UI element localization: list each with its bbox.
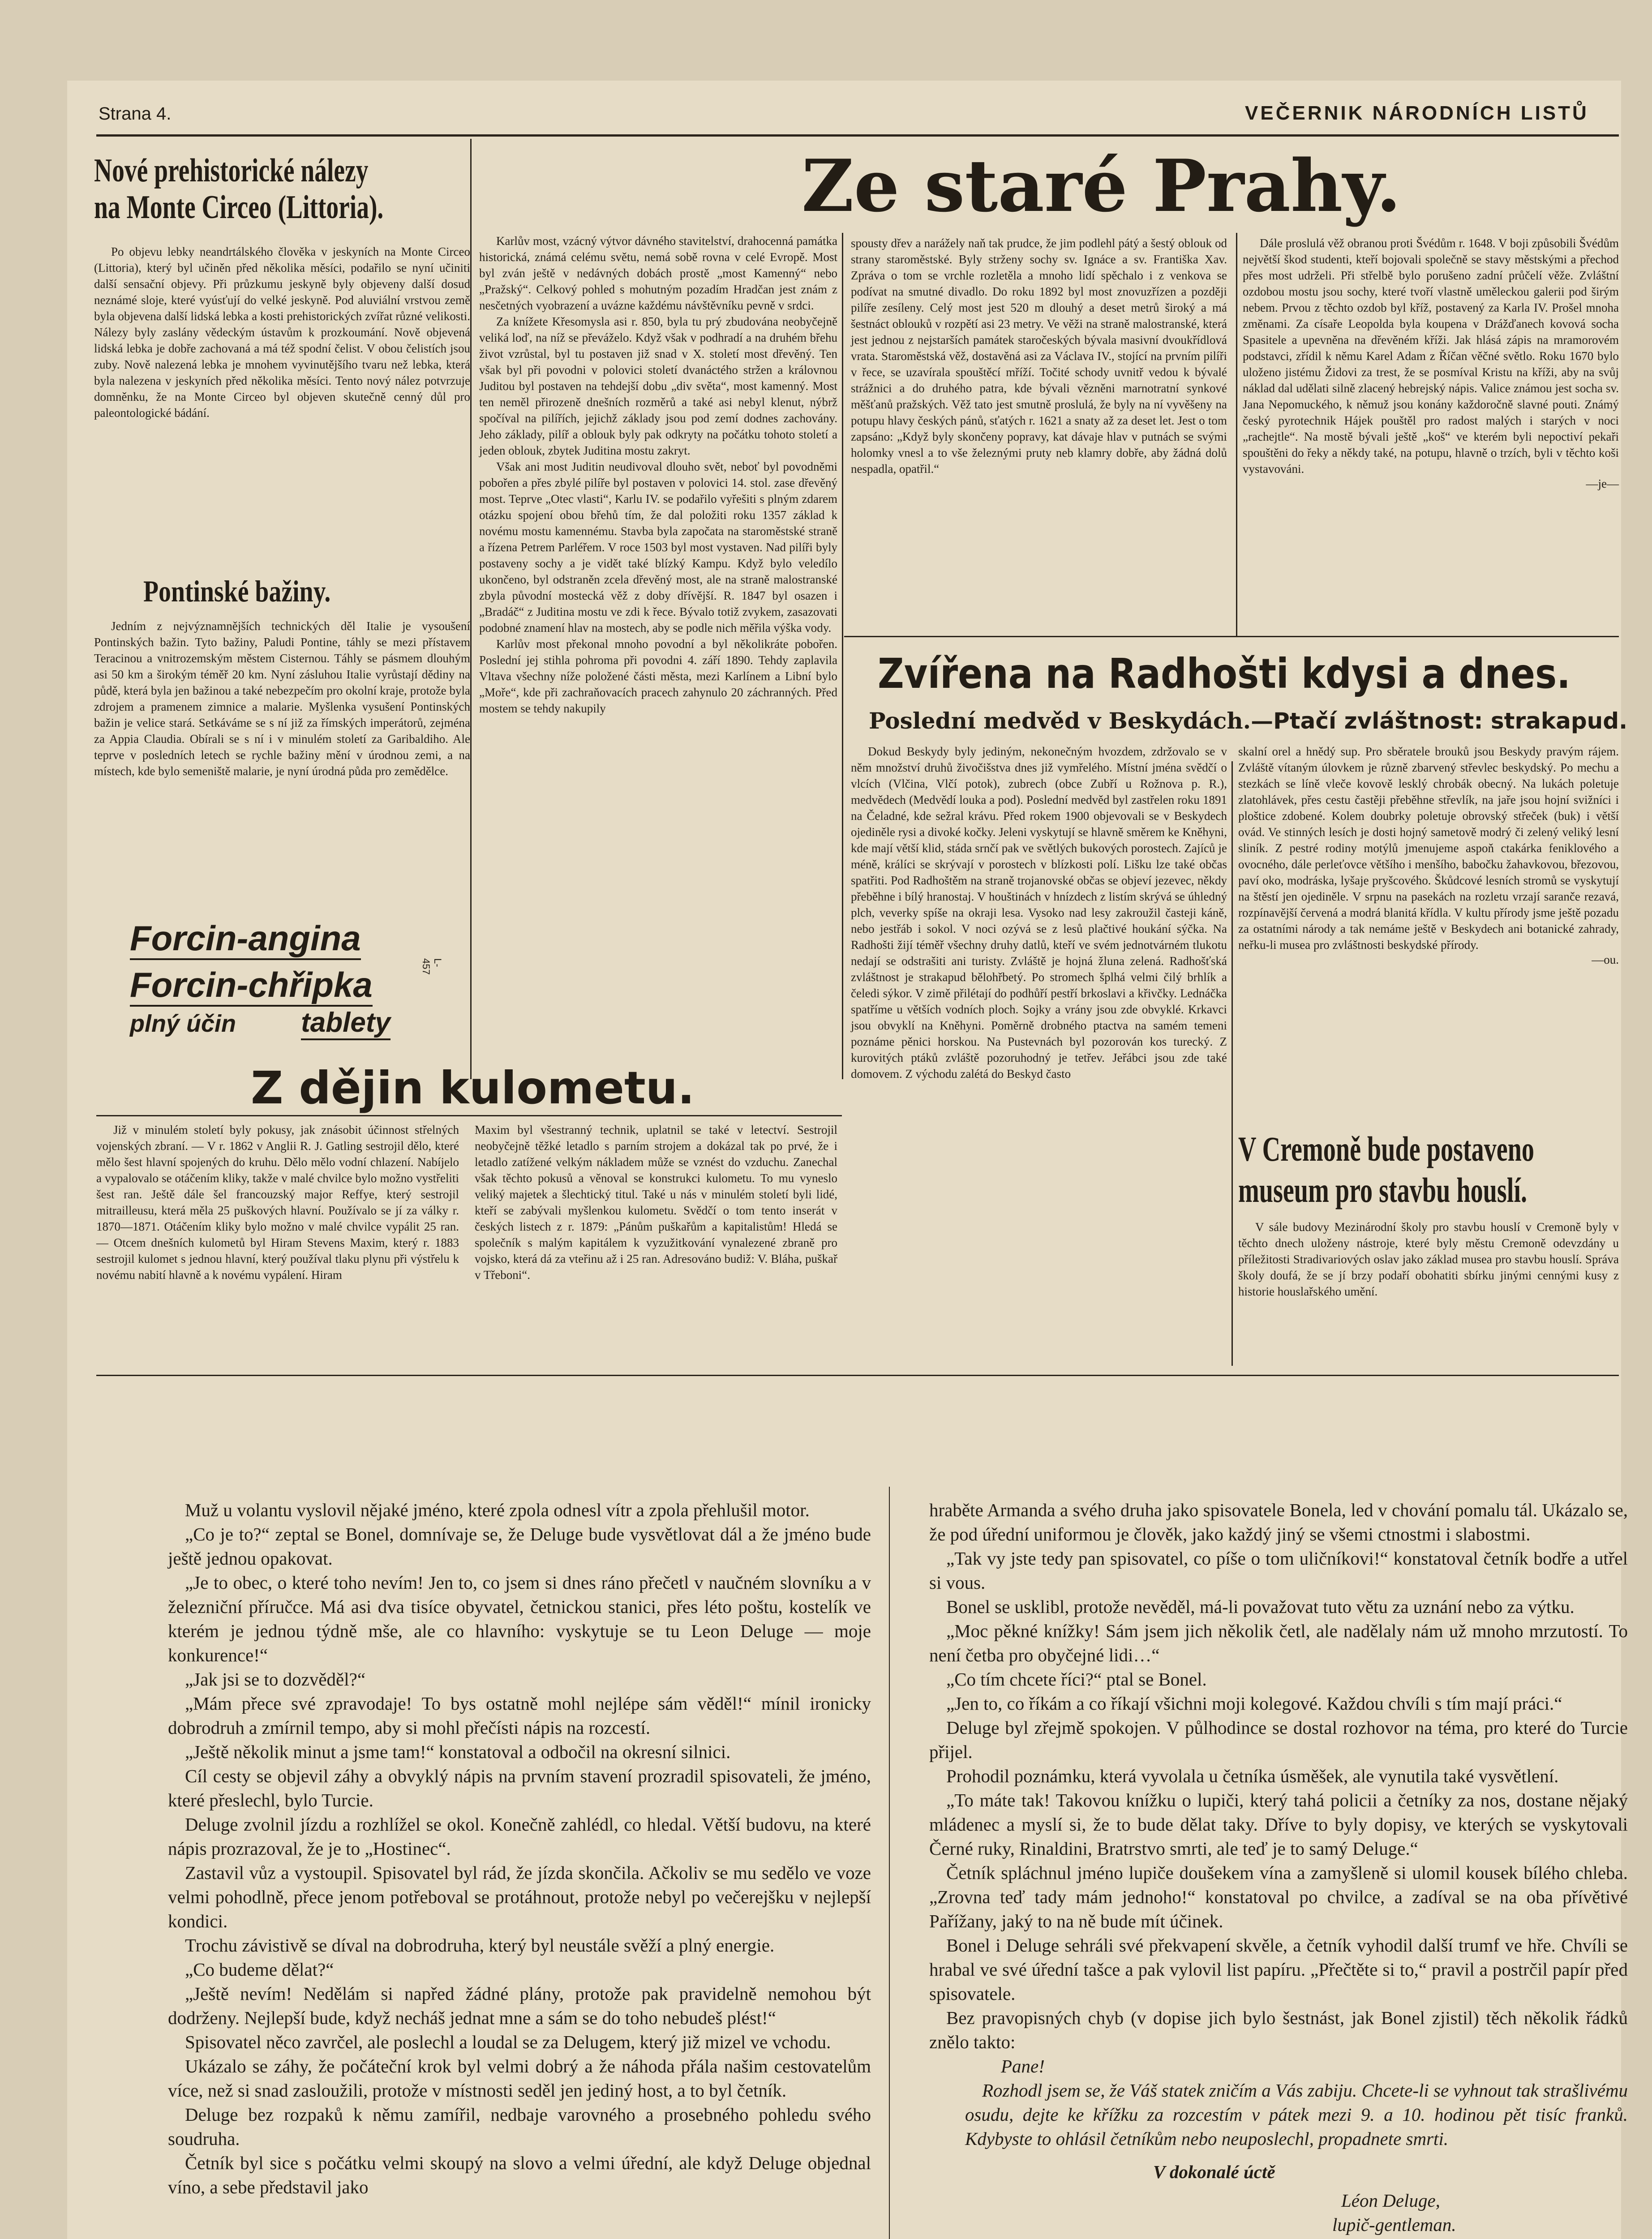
novel-right-p4: „Co tím chcete říci?“ ptal se Bonel. bbox=[946, 1669, 1207, 1690]
letter-signature-title: lupič-gentleman. bbox=[1332, 2214, 1456, 2235]
section-rule-kulomet bbox=[96, 1115, 842, 1116]
letter bbox=[929, 2054, 1628, 2237]
ze-stare-prahy-title: Ze staré Prahy. bbox=[802, 144, 1401, 228]
novel-left-p7: Deluge zvolnil jízdu a rozhlížel se okol. Konečně zahlédl, co hledal. Větší budovu, na které nápis prozrazoval, že je to „Hostinec“. bbox=[168, 1814, 871, 1859]
radhost-subtitle-right: Ptačí zvláštnost: strakapud. bbox=[1273, 708, 1628, 734]
advert-code: L-457 bbox=[421, 958, 443, 975]
novel-left-p9: Trochu závistivě se díval na dobrodruha, který byl neustále svěží a plný energie. bbox=[185, 1935, 775, 1956]
novel-left-p3: „Jak jsi se to dozvěděl?“ bbox=[185, 1669, 366, 1690]
radhost-title: Zvířena na Radhošti kdysi a dnes. bbox=[878, 650, 1570, 698]
novel-right-p7: Prohodil poznámku, která vyvolala u četníka úsměšek, ale vynutila také vysvětlení. bbox=[946, 1766, 1559, 1786]
radhost-col1 bbox=[851, 743, 1227, 1082]
novel-left-p1: „Co je to?“ zeptal se Bonel, domnívaje se, že Deluge bude vysvětlovat dál a že jméno bude ještě jednou opakovat. bbox=[168, 1524, 871, 1569]
novel-left-p13: Ukázalo se záhy, že počáteční krok byl velmi dobrý a že náhoda přála našim cestovatelům více, než si snad zasloužili, protože v místnosti seděl jen jediný host, a to byl četník. bbox=[168, 2056, 871, 2101]
ze-stare-prahy-col1 bbox=[851, 235, 1227, 477]
novel-right-p6: Deluge byl zřejmě spokojen. V půlhodince se dostal rozhovor na téma, pro které do Turcie přijel. bbox=[929, 1717, 1628, 1762]
novel-left-p0: Muž u volantu vyslovil nějaké jméno, které zpola odnesl vítr a zpola přehlušil motor. bbox=[185, 1500, 810, 1520]
ze-stare-prahy-col2 bbox=[1243, 235, 1619, 491]
advert-line-tablety: tablety bbox=[301, 1007, 390, 1040]
cremona-body: V sále budovy Mezinárodní školy pro stavbu houslí v Cremoně byly v těchto dnech uloženy nástroje, které byly městu Cremoně odevzdány u příležitosti Stradivariových oslav jako základ musea pro stavbu houslí. Správa školy doufá, že se jí brzy podaří obohatiti sbírku jinými cennými kusy z historie houslařského umění. bbox=[1238, 1220, 1619, 1298]
prehistoric-article bbox=[94, 152, 470, 421]
novel-right-p10: Bonel i Deluge sehráli své překvapení skvěle, a četník vyhodil další trumf ve hře. Chvíli se hrabal ve své úřední tašce a pak vylovil list papíru. „Přečtěte si to,“ pravil a postrčil papír před spisovatele. bbox=[929, 1935, 1628, 2004]
column-rule-1 bbox=[470, 139, 472, 1079]
ze-stare-prahy-text-1: spousty dřev a narážely naň tak prudce, že jim podlehl pátý a šestý oblouk od strany staroměstské. Byly strženy sochy sv. Ignáce a sv. Františka Xav. Zpráva o tom se vrchle rozletěla a mnoho lidí spěchalo i z venkova se podívat na smutné divadlo. Do roku 1892 byl most znovuzřízen a později pilíře zesíleny. Celý most jest 520 m dlouhý a deset metrů široký a má šestnáct oblouků v rozpětí asi 23 metry. Ve věži na straně malostranské, která jest jednou z nejstarších památek staročeských bývala masivní dvoukřídlová vrata. Staroměstská věž, dostavěná asi za Václava IV., stojící na prvním pilíři v řece, se uzavírala spouštěcí mříží. Točité schody uvnitř vedou k bývalé strážnici a do druhého patra, kde bývali vězněni marnotratní synkové měšťanů pražských. Věž tato jest smutně proslulá, že byly na ní vyvěšeny na potupu hlavy českých pánů, sťatých r. 1621 a snaty až za deset let. Jest o tom zapsáno: „Když byly skončeny popravy, kat dávaje hlav v putnách se svými holomky vnesl a to vše železnými pruty neb klamry dobře, aby žádná dolů nespadla, opatřil.“ bbox=[851, 236, 1227, 476]
novel-left-p10: „Co budeme dělat?“ bbox=[185, 1959, 334, 1980]
radhost-text-1: Dokud Beskydy byly jediným, nekonečným hvozdem, zdržovalo se v něm množství druhů živočišstva dnes již vymřelého. Místní jména svědčí o vlcích (Vlčina, Vlčí potok), zubrech (obce Zubří u Rožnova p. R.), medvědech (Medvědí louka a pod). Poslední medvěd byl zastřelen roku 1891 na Čeladné, kde sežral krávu. Před rokem 1900 objevovali se v Beskydech ojediněle rysi a divoké kočky. Jeleni vyskytují se hlavně směrem ke Kněhyni, kde mají větší klid, stáda srnčí pak ve světlých bukových porostech. Zajíců je méně, králíci se skrývají v porostech v blízkosti polí. Lišku lze také občas spatřiti. Pod Radhoštěm na straně trojanovské občas se objeví jezevec, někdy přeběhne i bílý hranostaj. V houštinách v hnízdech z listím skrývá se úhledný plch, veverky spíše na okraji lesa. Vysoko nad lesy zakroužil časteji káně, nebo jestřáb i sokol. V noci ozývá se z lesů plačtivé houkání sýčka. Na Radhošti žijí téměř všechny druhy datlů, kteří ve svém jednotvárném tlukotu nedají se odstrašiti ani turisty. Zvláště je hojná žluna zelená. Radhošťská zvláštnost je strakapud bělohřbetý. Po stromech šplhá velmi čilý brhlík a čeledi sýkor. V zimě přilétají do podhůří pestří brkoslavi a křivčky. Lednáčka spatříme u větších vodních ploch. Sojky a vrány jsou zde obvyklé. Krkavci jsou obvyklí na Kněhyni. Poměrně drobného ptactva na samém temeni poznáme pěnici horskou. Na Pustevnách byl pozorován kos turecký. Z kurovitých ptáků zvláště pozoruhodný je tetřev. Jeřábci jsou zde také domovem. Z východu zalétá do Beskyd často bbox=[851, 745, 1227, 1081]
pontine-article bbox=[94, 573, 470, 779]
masthead: VEČERNIK NÁRODNÍCH LISTŮ bbox=[1245, 102, 1589, 124]
novel-right-p0: hraběte Armanda a svého druha jako spisovatele Bonela, led v chování pomalu tál. Ukázalo se, že pod úřední uniformou je člověk, jako každý jiný se všemi ctnostmi i slabostmi. bbox=[929, 1500, 1628, 1544]
bottom-rule-top bbox=[96, 1375, 1619, 1376]
novel-column-rule bbox=[889, 1487, 890, 2239]
novel-left-p2: „Je to obec, o které toho nevím! Jen to, co jsem si dnes ráno přečetl v naučném slovníku a v železniční příručce. Má asi dva tisíce obyvatel, četnickou stanici, přes léto poštu, kostelík ve kterém je jednou týdně mše, ale co hlavního: vyskytuje se tu Leon Deluge — moje konkurence!“ bbox=[168, 1572, 871, 1665]
novel-right-p8: „To máte tak! Takovou knížku o lupiči, který tahá policii a četníky za nos, dostane nějaký mládenec a myslí si, že to bude dělat taky. Dříve to byly dopisy, ve kterých se vyskytovali Černé ruky, Rinaldini, Bratrstvo smrti, ale teď je to samý Deluge.“ bbox=[929, 1790, 1628, 1859]
header-rule bbox=[96, 134, 1619, 137]
karluv-most-para-3: Však ani most Juditin neudivoval dlouho svět, neboť byl povodněmi pobořen a přes zbylé pilíře byl postaven v polovici 14. stol. zase dřevěný most. Teprve „Otec vlasti“, Karlu IV. se podařilo vyřešiti s plným zdarem otázku spojení obou břehů tím, že dal položiti roku 1357 základ k novému mostu kamennému. Stavba byla započata na staroměstské straně a řízena Petrem Parléřem. V roce 1503 byl most vystaven. Nad pilíři byly postaveny sochy a je vidět také blízký Kampu. Když bylo veledílo ukončeno, byl odstraněn zcela dřevěný most, ale na straně malostranské zbyla původní mostecká věž z doby dřívější. R. 1847 byl osazen i „Bradáč“ z Juditina mostu ve zdi k řece. Bývalo totiž zvykem, zasazovati podobné znamení hlav na mostech, aby se podle nich měřila výška vody. bbox=[479, 460, 837, 635]
pontine-body: Jedním z nejvýznamnějších technických děl Italie je vysoušení Pontinských bažin. Tyto bažiny, Paludi Pontine, táhly se mezi přístavem Teracinou a vnitrozemským městem Cisternou. Táhly se pásmem dlouhým asi 50 km a širokým téměř 20 km. Nyní zásluhou Italie vyrůstají dědiny na půdě, která byla jen bažinou a také nebezpečím pro okolní kraje, protože byla zdrojem a pramenem zimnice a malarie. Myšlenka vysušení Pontinských bažin je velice stará. Setkáváme se s ní již za římských imperátorů, zejména za Appia Claudia. Obírali se s ní i v minulém století za Garibaldiho. Ale teprve v posledních letech se rychle bažiny mění v úrodnou zemi, a na místech, kde bylo semeniště malarie, je nyní úrodná půda pro zemědělce. bbox=[94, 619, 470, 778]
kulomet-title: Z dějin kulometu. bbox=[251, 1062, 695, 1114]
novel-left-p15: Četník byl sice s počátku velmi skoupý na slovo a velmi úřední, ale když Deluge objednal víno, a sebe představil jako bbox=[168, 2153, 871, 2197]
cremona-article bbox=[1238, 1128, 1619, 1300]
novel-right-p1: „Tak vy jste tedy pan spisovatel, co píše o tom uličníkovi!“ konstatoval četník bodře a utřel si vous. bbox=[929, 1548, 1628, 1593]
novel-right-p2: Bonel se usklibl, protože nevěděl, má-li považovat tuto větu za uznání nebo za výtku. bbox=[946, 1596, 1575, 1617]
novel-right-p5: „Jen to, co říkám a co říkají všichni moji kolegové. Každou chvíli s tím mají práci.“ bbox=[946, 1693, 1562, 1714]
column-rule-4 bbox=[1231, 761, 1233, 1366]
cremona-title-line2: museum pro stavbu houslí. bbox=[1238, 1171, 1527, 1210]
radhost-subtitle bbox=[869, 708, 1628, 734]
novel-left-p11: „Ještě nevím! Nedělám si napřed žádné plány, protože pak pravidelně nemohou být dodrženy. Nejlepší bude, když necháš jednat mne a sám se do toho nebudeš plést!“ bbox=[168, 1983, 871, 2028]
novel-right-column bbox=[929, 1498, 1628, 2237]
karluv-most-para-1: Karlův most, vzácný výtvor dávného stavitelství, drahocenná památka historická, známá celému světu, nemá sobě rovna v celé Evropě. Most byl zván ještě v nedávných dobách prostě „most Kamenný“ nebo „Pražský“. Celkový pohled s mohutným pozadím Hradčan jest znám z nesčetných vyobrazení a uvázne každému návštěvníku pevně v srdci. bbox=[479, 234, 837, 312]
column-rule-3 bbox=[1236, 233, 1237, 636]
novel-right-p9: Četník spláchnul jméno lupiče doušekem vína a zamyšleně si ulomil kousek bílého chleba. „Zrovna teď tady mám jednoho!“ konstatoval po chvilce, a zadíval se na oba přívětivé Pařížany, jaký to na ně bude mít účinek. bbox=[929, 1862, 1628, 1931]
novel-left-p6: Cíl cesty se objevil záhy a obvyklý nápis na prvním stavení prozradil spisovateli, že jméno, které přeslechl, bylo Turcie. bbox=[168, 1766, 871, 1810]
page-label: Strana 4. bbox=[99, 104, 172, 124]
ze-stare-prahy-signature: —je— bbox=[1586, 477, 1619, 490]
section-rule-radhost bbox=[844, 636, 1619, 637]
novel-left-p14: Deluge bez rozpaků k němu zamířil, nedbaje varovného a prosebného pohledu svého soudruha. bbox=[168, 2104, 871, 2149]
novel-left-p8: Zastavil vůz a vystoupil. Spisovatel byl rád, že jízda skončila. Ačkoliv se mu sedělo ve voze velmi pohodlně, přece jenom potřeboval se protáhnout, protože nebyl po večerejšku v nejlepší kondici. bbox=[168, 1862, 871, 1931]
letter-signature-name: Léon Deluge, bbox=[1341, 2190, 1440, 2211]
letter-body: Rozhodl jsem se, že Váš statek zničím a Vás zabiju. Chcete-li se vyhnout tak strašlivému osudu, dejte ke křížku za rozcestím v pátek mezi 9. a 10. hodinou pět tisíc franků. Kdybyste to ohlásil četníkům nebo neuposlechl, propadnete smrti. bbox=[965, 2080, 1628, 2149]
cremona-title-line1: V Cremoně bude postaveno bbox=[1238, 1129, 1534, 1168]
novel-left-p12: Spisovatel něco zavrčel, ale poslechl a loudal se za Delugem, který již mizel ve vchodu. bbox=[185, 2032, 831, 2052]
novel-right-p3: „Moc pěkné knížky! Sám jsem jich několik četl, ale nadělaly nám už mnoho mrzutostí. To není četba pro obyčejné lidi…“ bbox=[929, 1621, 1628, 1665]
karluv-most-article bbox=[479, 233, 837, 716]
prehistoric-body: Po objevu lebky neandrtálského člověka v jeskyních na Monte Circeo (Littoria), který byl učiněn před několika měsíci, podařilo se nyní učiniti další sensační objevy. Při průzkumu jeskyně byly objeveny další dosud neznámé sloje, které vyúsťují do velké jeskyně. Pod aluviální vrstvou země byla objevena další lidská lebka a kosti prehistorických zvířat různé velikosti. Nálezy byly zaslány vědeckým ústavům k prozkoumání. Nově objevená lidská lebka je dobře zachovaná a má též spodní čelist. V obou čelistích jsou zuby. Nově nalezená lebka je mnohem vyvinutějšího tvaru než lebka, která byla nalezena v jeskyních před několika měsíci. Tento nový nález potvrzuje domněnku, že na Monte Circeo byl objeven skutečně cenný důl pro paleontologické bádání. bbox=[94, 245, 470, 420]
advert-line-angina: Forcin-angina bbox=[130, 918, 361, 960]
advert-line-chripka: Forcin-chřipka bbox=[130, 965, 373, 1007]
ze-stare-prahy-text-2: Dále proslulá věž obranou proti Švédům r. 1648. V boji způsobili Švédům největší škod studenti, kteří bojovali společně se stavy městskými a přechod přes most udrželi. Při střelbě bylo porušeno zadní průčelí věže. Zvláštní ozdobou mostu jsou sochy, které tvoří vlastně uměleckou galerii pod širým nebem. Prvou z těchto ozdob byl kříž, postavený za Karla IV. Prošel mnoha změnami. Za císaře Leopolda byla koupena v Drážďanech kovová socha Spasitele a upevněna na dřevěném kříži. Jak hlásá zápis na mramorovém podstavci, zřídil k němu Karel Adam z Říčan věčné světlo. Roku 1670 bylo uloženo jistému Židovi za trest, že se posmíval Kristu na kříži, aby na svůj náklad dal udělati silně zlacený hebrejský nápis. Valice známou jest socha sv. Jana Nepomuckého, k němuž jsou konány každoročně slavné pouti. Známý český pyrotechnik Hájek pouštěl pro radost malých i starých v noci „rachejtle“. Na mostě bývali ještě „koš“ ve kterém byli nepoctiví pekaři spouštěni do řeky a někdy také, na potupu, hlavně o trzích, byli v těchto koši vystavováni. bbox=[1243, 236, 1619, 476]
novel-left-column bbox=[168, 1498, 871, 2199]
kulomet-col1 bbox=[96, 1122, 459, 1283]
kulomet-col2 bbox=[475, 1122, 837, 1283]
radhost-text-2: skalní orel a hnědý sup. Pro sběratele brouků jsou Beskydy pravým rájem. Zvláště vítaným úlovkem je různě zbarvený střevlec beskydský. Po mechu a stezkách se líně vleče kovově lesklý chrobák obecný. Na lukách poletuje zlatohlávek, přes cestu častěji přeběhne střevlík, na jaře jsou hojní svižníci i plošticе zdobené. Kolem doubrky poletuje obrovský střeček (buk) i větší ovád. Ve stinných lesích je dosti hojný sametově modrý či zelený veliký lesní sliník. Z pestré rodiny motýlů jmenujeme aspoň ctakárka feniklového a ovocného, dále perleťovce většího i menšího, babočku žahavkovou, březovou, paví oko, modráska, lyšaje pryšcového. Škůdcové lesních stromů se vyskytují na štěstí jen ojediněle. V srpnu na pasekách na rozletu vrzají sarančе rezavá, rozpínavější červená a modrá blanitá křídla. V kultu přírody jsme ještě pozadu za ostatními národy a tak nemáme ještě v Beskydech ani botanické zahrady, neřku-li musea pro zvláštnosti beskydské přírody. bbox=[1238, 745, 1619, 952]
prehistoric-title-line2: na Monte Circeo (Littoria). bbox=[94, 189, 384, 226]
prehistoric-title-line1: Nové prehistorické nálezy bbox=[94, 152, 369, 189]
column-rule-2 bbox=[842, 233, 843, 1079]
kulomet-text-2: Maxim byl všestranný technik, uplatnil se také v letectví. Sestrojil neobyčejně těžké letadlo s parním strojem a dokázal tak po prvé, že i letadlo zatížené velkým nákladem může se vznést do vzduchu. Zanechal však těchto pokusů a věnoval se konstrukci kulometu. To mu vyneslo veliký majetek a šlechtický titul. Také u nás v minulém století byli lidé, kteří se zabývali myšlenkou kulometu. Svědčí o tom tento inserát v českých listech z r. 1879: „Pánům puškařům a kapitalistům! Hledá se společník s malým kapitálem k vyzužitkování vynalezené zbraně pro vojsko, která dá za vteřinu až i 25 ran. Adresováno budiž: V. Bláha, puškař v Třeboni“. bbox=[475, 1123, 837, 1282]
radhost-col2 bbox=[1238, 743, 1619, 967]
letter-closing: V dokonalé úctě bbox=[1153, 2162, 1275, 2182]
radhost-subtitle-left: Poslední medvěd v Beskydách.— bbox=[869, 708, 1274, 734]
radhost-signature: —ou. bbox=[1592, 953, 1619, 966]
kulomet-text-1: Již v minulém století byly pokusy, jak znásobit účinnost střelných vojenských zbraní. — V r. 1862 v Anglii R. J. Gatling sestrojil dělo, které mělo šest hlavní spojených do kruhu. Dělo mělo vodní chlazení. Nabíjelo a vypalovalo se otáčením kliky, takže v malé chvilce bylo možno vystřeliti šest ran. Ještě dále šel francouzský major Reffye, který sestrojil mitrailleusu, která měla 25 puškových hlavní. Používalo se jí za války r. 1870—1871. Otáčením kliky bylo možno v malé chvilce vypálit 25 ran. — Otcem dnešních kulometů byl Hiram Stevens Maxim, který r. 1883 sestrojil kulomet s jednou hlavní, který používal tlaku plynu při výstřelu k novému nabití hlavně a k novému vypálení. Hiram bbox=[96, 1123, 459, 1282]
pontine-title: Pontinské bažiny. bbox=[143, 574, 331, 608]
karluv-most-para-4: Karlův most překonal mnoho povodní a byl několikráte pobořen. Poslední jej stihla pohroma při povodni 4. září 1890. Tehdy zaplavila Vltava všechny níže položené části města, mezi Karlínem a Libní bylo „Moře“, kde při zachraňovacích pracech zahynulo 20 záchranných. Před mostem se tehdy nakupily bbox=[479, 637, 837, 715]
letter-salutation: Pane! bbox=[1001, 2056, 1045, 2076]
novel-right-p11: Bez pravopisných chyb (v dopise jich bylo šestnást, jak Bonel zjistil) těch několik řádků znělo takto: bbox=[929, 2007, 1628, 2052]
novel-left-p5: „Ještě několik minut a jsme tam!“ konstatoval a odbočil na okresní silnici. bbox=[185, 1741, 731, 1762]
advert-line-ucin: plný účin bbox=[130, 1010, 236, 1037]
karluv-most-para-2: Za knížete Křesomysla asi r. 850, byla tu prý zbudována neobyčejně veliká loď, na níž se převáželo. Když však v podhradí a na druhém břehu život vzrůstal, byl tu postaven již snad v X. století most dřevěný. Ten však byl při povodni v polovici století dvanáctého stržen a královnou Juditou byl postaven na tehdejší dobu „div světa“, most kamenný. Most ten neměl přirozeně dnešních rozměrů a také asi nebyl klenut, nýbrž spočíval na pilířích, jejichž základy jsou pod zemí dodnes zachovány. Jeho základy, pilíř a oblouk byly pak odkryty na počátku tohoto století a jeden oblouk, zbytek Juditina mostu zakryt. bbox=[479, 315, 837, 457]
novel-left-p4: „Mám přece své zpravodaje! To bys ostatně mohl nejlépe sám věděl!“ mínil ironicky dobrodruh a zmírnil tempo, aby si mohl přečísti nápis na rozcestí. bbox=[168, 1693, 871, 1738]
